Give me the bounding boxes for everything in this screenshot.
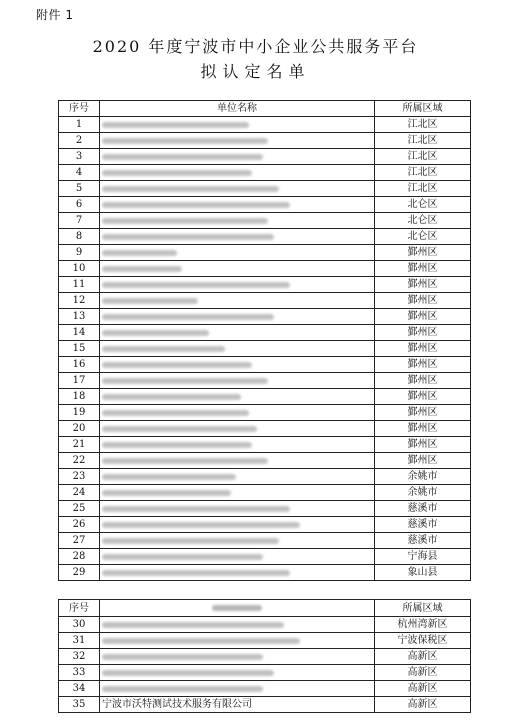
redacted-name: [102, 378, 268, 384]
header-name: 单位名称: [100, 101, 375, 117]
row-number: 15: [59, 341, 100, 357]
company-name: [100, 517, 375, 533]
district: 鄞州区: [375, 437, 471, 453]
table-row: [59, 389, 471, 405]
district: 余姚市: [375, 469, 471, 485]
table-row: [59, 549, 471, 565]
row-number: 24: [59, 485, 100, 501]
table-row: [59, 665, 471, 681]
company-name: [100, 293, 375, 309]
redacted-name: [102, 654, 263, 660]
redacted-name: [102, 170, 252, 176]
district: 高新区: [375, 697, 471, 713]
table-row: [59, 181, 471, 197]
redacted-name: [102, 330, 209, 336]
company-name: [100, 357, 375, 373]
list-table-1: [58, 100, 471, 581]
row-number: 8: [59, 229, 100, 245]
company-name: [100, 681, 375, 697]
company-name: [100, 213, 375, 229]
company-name: [100, 229, 375, 245]
row-number: 21: [59, 437, 100, 453]
redacted-name: [102, 410, 249, 416]
district: 鄞州区: [375, 245, 471, 261]
company-name: [100, 373, 375, 389]
row-number: 25: [59, 501, 100, 517]
row-number: 20: [59, 421, 100, 437]
table-row: [59, 325, 471, 341]
table-row: [59, 373, 471, 389]
table-row: [59, 633, 471, 649]
row-number: 23: [59, 469, 100, 485]
redacted-name: [102, 122, 249, 128]
row-number: 22: [59, 453, 100, 469]
table-row: [59, 197, 471, 213]
district: 慈溪市: [375, 533, 471, 549]
redacted-name: [102, 298, 198, 304]
company-name: [100, 165, 375, 181]
district: 鄞州区: [375, 357, 471, 373]
attachment-label: 附件 1: [36, 8, 74, 22]
redacted-name: [102, 554, 263, 560]
table-row: [59, 501, 471, 517]
list-table-2: [58, 599, 471, 713]
district: 高新区: [375, 649, 471, 665]
redacted-name: [102, 490, 231, 496]
district: 北仑区: [375, 197, 471, 213]
table-row: [59, 293, 471, 309]
redacted-name: [102, 394, 241, 400]
table-row: [59, 485, 471, 501]
district: 江北区: [375, 149, 471, 165]
redacted-name: [102, 250, 177, 256]
company-name: [100, 453, 375, 469]
district: 宁波保税区: [375, 633, 471, 649]
table-row: [59, 533, 471, 549]
document-title: 2020 年度宁波市中小企业公共服务平台: [92, 37, 419, 56]
redacted-name: [102, 442, 252, 448]
district: 鄞州区: [375, 453, 471, 469]
redacted-name: [102, 538, 279, 544]
redacted-name: [102, 686, 263, 692]
table-row: [59, 309, 471, 325]
company-name: [100, 485, 375, 501]
row-number: 7: [59, 213, 100, 229]
district: 余姚市: [375, 485, 471, 501]
table-row: [59, 133, 471, 149]
table-row: [59, 453, 471, 469]
header-area: 所属区域: [375, 600, 471, 617]
row-number: 35: [59, 697, 100, 713]
district: 高新区: [375, 681, 471, 697]
district: 鄞州区: [375, 405, 471, 421]
redacted-name: [102, 458, 268, 464]
table-header-row: [59, 101, 471, 117]
redacted-name: [102, 314, 274, 320]
row-number: 4: [59, 165, 100, 181]
table-row: [59, 245, 471, 261]
table-row: [59, 261, 471, 277]
company-name: [100, 649, 375, 665]
row-number: 16: [59, 357, 100, 373]
row-number: 28: [59, 549, 100, 565]
district: 北仑区: [375, 229, 471, 245]
district: 鄞州区: [375, 277, 471, 293]
table-row: [59, 149, 471, 165]
table-row: [59, 405, 471, 421]
district: 鄞州区: [375, 309, 471, 325]
row-number: 19: [59, 405, 100, 421]
table-row: [59, 341, 471, 357]
row-number: 26: [59, 517, 100, 533]
district: 慈溪市: [375, 501, 471, 517]
row-number: 6: [59, 197, 100, 213]
company-name: [100, 437, 375, 453]
row-number: 10: [59, 261, 100, 277]
district: 鄞州区: [375, 389, 471, 405]
row-number: 34: [59, 681, 100, 697]
row-number: 9: [59, 245, 100, 261]
row-number: 14: [59, 325, 100, 341]
redacted-name: [102, 522, 300, 528]
table-header-row: [59, 600, 471, 617]
redacted-name: [102, 154, 263, 160]
row-number: 12: [59, 293, 100, 309]
row-number: 32: [59, 649, 100, 665]
company-name: [100, 261, 375, 277]
redacted-name: [102, 138, 268, 144]
header-no: 序号: [59, 101, 100, 117]
redacted-name: [102, 474, 236, 480]
row-number: 29: [59, 565, 100, 581]
row-number: 3: [59, 149, 100, 165]
table-row: [59, 617, 471, 633]
row-number: 17: [59, 373, 100, 389]
redacted-name: [102, 234, 274, 240]
table-row: [59, 697, 471, 713]
company-name: [100, 133, 375, 149]
company-name: [100, 633, 375, 649]
company-name: [100, 325, 375, 341]
table-row: [59, 357, 471, 373]
redacted-name: [102, 426, 257, 432]
company-name: [100, 181, 375, 197]
redacted-name: [102, 506, 290, 512]
district: 宁海县: [375, 549, 471, 565]
district: 鄞州区: [375, 261, 471, 277]
header-name: [100, 600, 375, 617]
company-name: [100, 309, 375, 325]
redacted-name: [102, 670, 274, 676]
table-row: [59, 229, 471, 245]
company-name: [100, 617, 375, 633]
district: 鄞州区: [375, 373, 471, 389]
company-name: 宁波市沃特测试技术服务有限公司: [100, 697, 375, 713]
document-subtitle: 拟认定名单: [200, 62, 311, 81]
row-number: 5: [59, 181, 100, 197]
row-number: 27: [59, 533, 100, 549]
company-name: [100, 533, 375, 549]
company-name: [100, 117, 375, 133]
table-row: [59, 213, 471, 229]
district: 鄞州区: [375, 293, 471, 309]
company-name: [100, 469, 375, 485]
district: 江北区: [375, 165, 471, 181]
company-name: [100, 501, 375, 517]
company-name: [100, 665, 375, 681]
district: 高新区: [375, 665, 471, 681]
redacted-name: [102, 638, 300, 644]
district: 鄞州区: [375, 325, 471, 341]
district: 象山县: [375, 565, 471, 581]
redacted-name: [102, 282, 290, 288]
row-number: 13: [59, 309, 100, 325]
table-row: [59, 649, 471, 665]
district: 江北区: [375, 133, 471, 149]
redacted-name: [102, 266, 182, 272]
district: 江北区: [375, 181, 471, 197]
district: 鄞州区: [375, 421, 471, 437]
table-row: [59, 517, 471, 533]
company-name: [100, 549, 375, 565]
company-name: [100, 405, 375, 421]
row-number: 11: [59, 277, 100, 293]
redacted-name: [102, 362, 252, 368]
company-name: [100, 421, 375, 437]
row-number: 33: [59, 665, 100, 681]
table-row: [59, 681, 471, 697]
company-name: [100, 277, 375, 293]
company-name: [100, 341, 375, 357]
header-no: 序号: [59, 600, 100, 617]
row-number: 1: [59, 117, 100, 133]
district: 慈溪市: [375, 517, 471, 533]
row-number: 2: [59, 133, 100, 149]
table-row: [59, 437, 471, 453]
table-row: [59, 469, 471, 485]
company-name: [100, 565, 375, 581]
redacted-name: [102, 218, 268, 224]
district: 杭州湾新区: [375, 617, 471, 633]
table-row: [59, 117, 471, 133]
company-name: [100, 389, 375, 405]
redacted-name: [102, 346, 225, 352]
district: 北仑区: [375, 213, 471, 229]
row-number: 31: [59, 633, 100, 649]
company-name: [100, 197, 375, 213]
row-number: 30: [59, 617, 100, 633]
district: 鄞州区: [375, 341, 471, 357]
redacted-name: [102, 186, 279, 192]
table-row: [59, 565, 471, 581]
redacted-name: [102, 570, 290, 576]
redacted-name: [102, 622, 284, 628]
table-row: [59, 421, 471, 437]
company-name: [100, 245, 375, 261]
header-area: 所属区域: [375, 101, 471, 117]
company-name: [100, 149, 375, 165]
row-number: 18: [59, 389, 100, 405]
table-row: [59, 165, 471, 181]
redacted-name: [102, 202, 290, 208]
district: 江北区: [375, 117, 471, 133]
table-row: [59, 277, 471, 293]
